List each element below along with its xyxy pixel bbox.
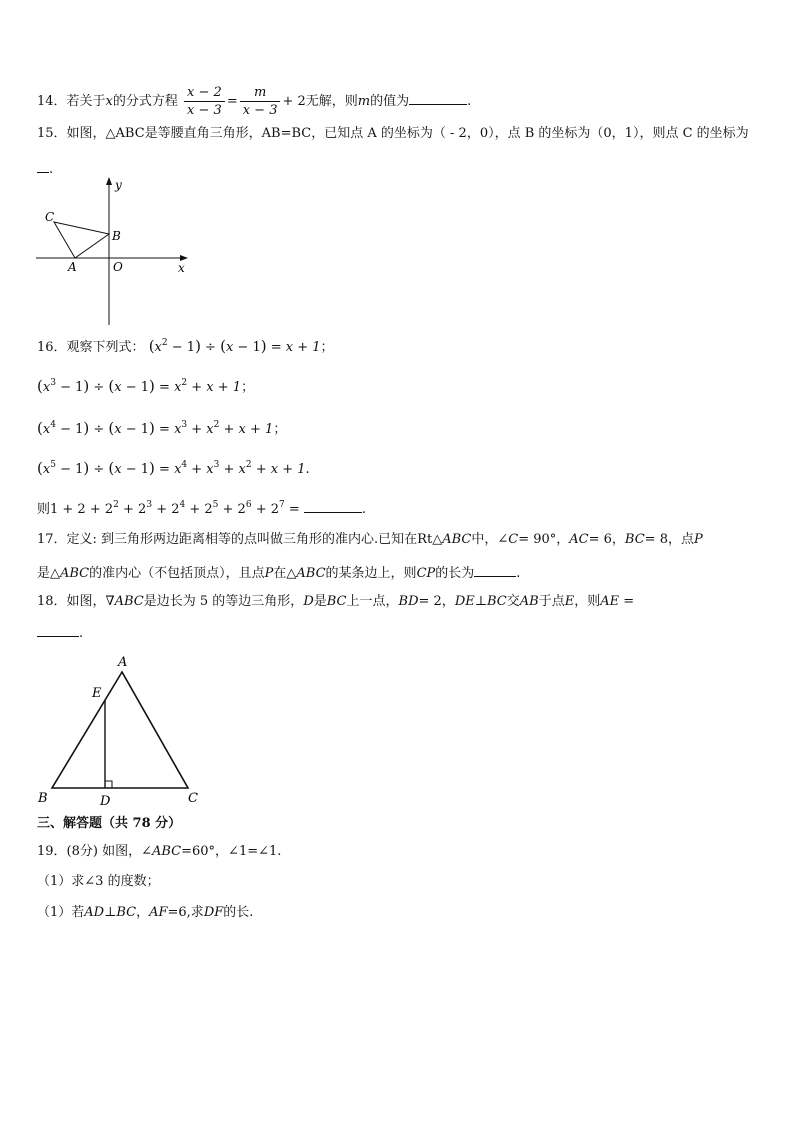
q15-coordinate-figure [30, 175, 200, 330]
question-17-line-1: 17．定义: 到三角形两边距离相等的点叫做三角形的准内心.已知在Rt△ABC中，∠C= 90°，AC= 6，BC= 8，点P [37, 532, 703, 547]
vertex-b-label: B [38, 791, 48, 806]
question-18-line-2: . [37, 622, 764, 644]
equilateral-triangle [52, 672, 188, 788]
q16-l1-rhs: = x + 1 [270, 340, 321, 355]
q14-var-x: x [105, 94, 113, 109]
question-17-line-2: 是△ABC的准内心（不包括顶点），且点P在△ABC的某条边上，则CP的长为 . [37, 562, 764, 584]
triangle-abc [54, 222, 109, 258]
question-15 [37, 124, 764, 144]
question-18-line-1: 18．如图，∇ABC是边长为 5 的等边三角形，D是BC上一点，BD= 2，DE⊥BC交AB于点E，则AE = [37, 594, 635, 609]
q16-lead: 16．观察下列式： [37, 340, 145, 355]
origin-label: O [113, 260, 123, 274]
q14-mid: 的分式方程 [112, 94, 178, 109]
vertex-a-label: A [118, 655, 128, 670]
q14-lead: 14．若关于 [37, 94, 106, 109]
q14-fraction-2: $\frac{m}{x - 3}$ [240, 84, 281, 119]
q14-end: . [467, 94, 472, 109]
question-16-line-4: $(x^5 - 1) \div (x - 1) = x^4 + x^3 + x^2 + x + 1$. [37, 459, 310, 477]
vertex-c-label: C [188, 791, 198, 806]
q15-answer-blank[interactable] [37, 158, 49, 173]
point-c-label: C [45, 210, 55, 224]
q14-answer-blank[interactable] [409, 90, 467, 105]
q14-tail: 无解，则 [305, 94, 358, 109]
question-19-line-1: 19．(8分) 如图，∠ABC=60°，∠1=∠1. [37, 844, 282, 859]
point-d-label: D [100, 794, 111, 809]
question-14 [37, 84, 764, 119]
question-16-line-2: $(x^3 - 1) \div (x - 1) = x^2 + x + 1$； [37, 377, 255, 395]
x-axis-label: x [178, 261, 185, 275]
y-axis-label: y [115, 178, 122, 192]
q18-triangle-figure [30, 650, 210, 812]
y-axis-arrow-icon [106, 177, 112, 185]
question-19-part-2: （1）若AD⊥BC，AF=6,求DF的长. [37, 905, 254, 920]
q14-var-m: m [357, 94, 371, 109]
point-e-label: E [92, 686, 102, 701]
q14-fraction-1: $\frac{x - 2}{x - 3}$ [184, 84, 225, 119]
q15-end: . [49, 162, 54, 177]
question-19-part-1: （1）求∠3 的度数； [37, 874, 160, 889]
question-16-line-3: $(x^4 - 1) \div (x - 1) = x^3 + x^2 + x + 1$； [37, 419, 287, 437]
q16-answer-blank[interactable] [304, 498, 362, 513]
right-angle-mark-icon [105, 781, 112, 788]
q17-answer-blank[interactable] [474, 562, 516, 577]
q14-equals: = [226, 94, 238, 109]
question-16-line-1: 16．观察下列式： $(x^2 - 1) \div (x - 1) = x + 1$； [37, 337, 334, 355]
point-b-label: B [112, 229, 121, 243]
q14-tail2: 的值为 [370, 94, 410, 109]
point-a-label: A [68, 260, 77, 274]
q18-answer-blank[interactable] [37, 622, 79, 637]
q15-text: 15．如图，△ABC是等腰直角三角形，AB=BC，已知点 A 的坐标为（ - 2，0），点 B 的坐标为（0，1），则点 C 的坐标为 [37, 126, 749, 141]
section-3-heading: 三、解答题（共 78 分） [37, 816, 182, 831]
question-16-sum: 则$1 + 2 + 2^2 + 2^3 + 2^4 + 2^5 + 2^6 + 2^7$ = . [37, 500, 367, 517]
q14-plus2: + 2 [282, 94, 306, 109]
